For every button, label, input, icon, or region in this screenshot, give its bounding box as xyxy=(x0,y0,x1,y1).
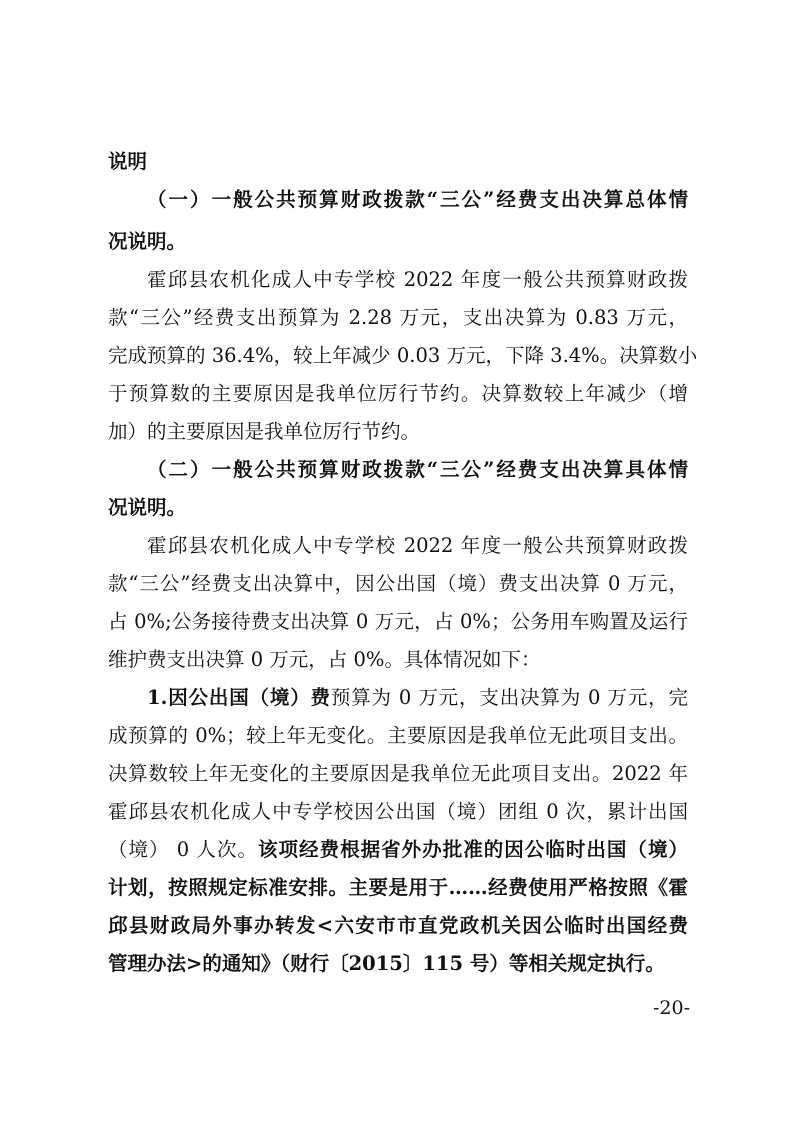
item-1-line-2: 成预算的 0%；较上年无变化。主要原因是我单位无此项目支出。 xyxy=(108,724,688,747)
page-number: -20- xyxy=(652,997,690,1019)
section-2-body-line-3: 占 0%;公务接待费支出决算 0 万元，占 0%；公务用车购置及运行 xyxy=(108,610,688,633)
item-1-lead-title: 1.因公出国（境）费 xyxy=(147,686,331,709)
section-1-title-line-1: （一）一般公共预算财政拨款“三公”经费支出决算总体情 xyxy=(147,188,688,211)
section-1-body-line-1: 霍邱县农机化成人中专学校 2022 年度一般公共预算财政拨 xyxy=(147,268,688,291)
item-1-basis-text: 该项经费根据省外办批准的因公临时出国（境） xyxy=(258,838,688,861)
section-2-body-line-4: 维护费支出决算 0 万元，占 0%。具体情况如下： xyxy=(108,648,541,671)
section-1-title-line-2: 况说明。 xyxy=(108,230,187,253)
section-heading: 说明 xyxy=(108,150,148,173)
item-1-line-1 xyxy=(147,684,688,712)
item-1-line-5 xyxy=(108,836,688,864)
section-2-title-line-2: 况说明。 xyxy=(108,496,187,519)
item-1-line-8: 管理办法>的通知》（财行〔2015〕115 号）等相关规定执行。 xyxy=(108,952,665,975)
item-1-lead-text: 预算为 0 万元，支出决算为 0 万元，完 xyxy=(330,686,689,709)
item-1-line-3: 决算数较上年无变化的主要原因是我单位无此项目支出。2022 年 xyxy=(108,762,688,785)
item-1-line-4: 霍邱县农机化成人中专学校因公出国（境）团组 0 次，累计出国 xyxy=(108,800,688,823)
section-1-body-line-2: 款“三公”经费支出预算为 2.28 万元，支出决算为 0.83 万元， xyxy=(108,306,688,329)
section-1-body-line-4: 于预算数的主要原因是我单位厉行节约。决算数较上年减少（增 xyxy=(108,382,688,405)
item-1-line-6: 计划，按照规定标准安排。主要是用于……经费使用严格按照《霍 xyxy=(108,876,688,899)
item-1-line-7: 邱县财政局外事办转发<六安市市直党政机关因公临时出国经费 xyxy=(108,914,688,937)
item-1-count-text: （境） 0 人次。 xyxy=(108,838,258,861)
section-2-title-line-1: （二）一般公共预算财政拨款“三公”经费支出决算具体情 xyxy=(147,458,688,481)
section-1-body-line-3: 完成预算的 36.4%，较上年减少 0.03 万元，下降 3.4%。决算数小 xyxy=(108,344,698,367)
section-1-body-line-5: 加）的主要原因是我单位厉行节约。 xyxy=(108,420,421,443)
section-2-body-line-1: 霍邱县农机化成人中专学校 2022 年度一般公共预算财政拨 xyxy=(147,534,688,557)
section-2-body-line-2: 款“三公”经费支出决算中，因公出国（境）费支出决算 0 万元， xyxy=(108,572,688,595)
